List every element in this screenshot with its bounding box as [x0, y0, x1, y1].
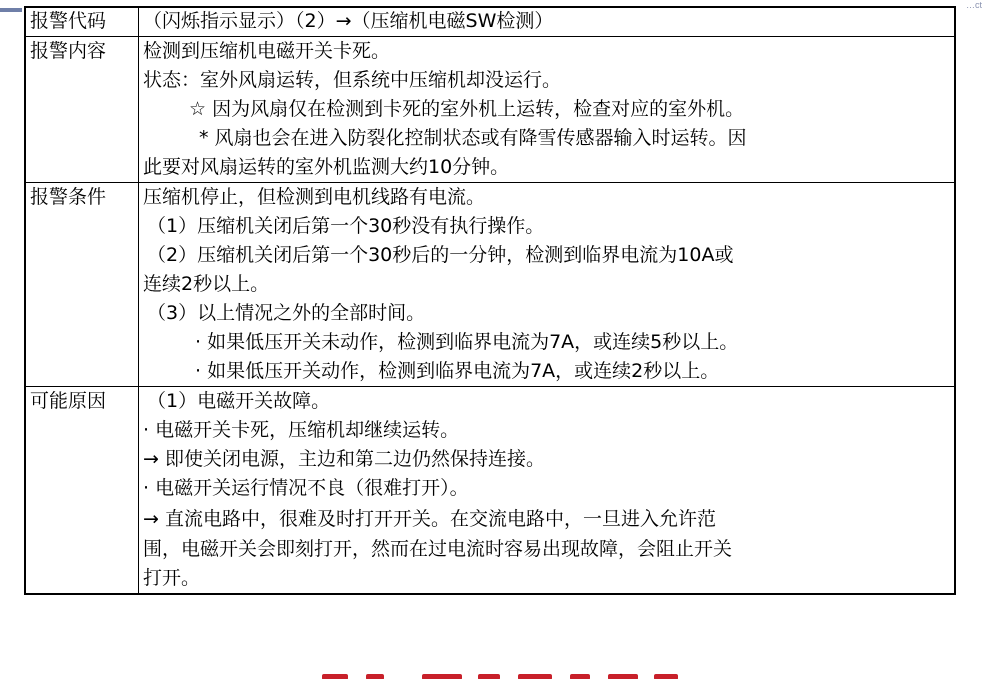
content-line: （3）以上情况之外的全部时间。 — [147, 302, 426, 324]
alarm-info-table — [24, 6, 956, 595]
content-line: 打开。 — [143, 567, 201, 589]
possible-cause-label: 可能原因 — [25, 387, 139, 595]
content-line: * 风扇也会在进入防裂化控制状态或有降雪传感器输入时运转。因 — [199, 127, 747, 149]
content-line: 围，电磁开关会即刻打开，然而在过电流时容易出现故障，会阻止开关 — [143, 538, 733, 560]
content-line: （闪烁指示显示）（2）→（压缩机电磁SW检测） — [143, 10, 554, 32]
content-line: 连续2秒以上。 — [143, 273, 270, 295]
bottom-red-decoration — [318, 672, 698, 679]
slide-accent-bar — [0, 8, 22, 12]
content-line: （2）压缩机关闭后第一个30秒后的一分钟，检测到临界电流为10A或 — [147, 244, 734, 266]
content-line: 压缩机停止，但检测到电机线路有电流。 — [143, 186, 486, 208]
corner-logo-text: …ct — [965, 0, 982, 10]
alarm-code-label: 报警代码 — [25, 7, 139, 37]
content-line: （1）压缩机关闭后第一个30秒没有执行操作。 — [147, 215, 545, 237]
possible-cause-content — [139, 387, 956, 595]
content-line: 检测到压缩机电磁开关卡死。 — [143, 40, 391, 62]
content-line: → 直流电路中，很难及时打开开关。在交流电路中，一旦进入允许范 — [143, 508, 716, 530]
table-row — [25, 183, 955, 387]
content-line: （1）电磁开关故障。 — [147, 390, 331, 412]
content-line: 状态：室外风扇运转，但系统中压缩机却没运行。 — [143, 69, 562, 91]
alarm-condition-content — [139, 183, 956, 387]
content-line: · 如果低压开关未动作，检测到临界电流为7A，或连续5秒以上。 — [195, 331, 739, 353]
alarm-condition-label: 报警条件 — [25, 183, 139, 387]
content-line: → 即使关闭电源，主边和第二边仍然保持连接。 — [143, 448, 545, 470]
alarm-content-content — [139, 37, 956, 183]
alarm-code-content — [139, 7, 956, 37]
content-line: 此要对风扇运转的室外机监测大约10分钟。 — [143, 156, 510, 178]
content-line: · 电磁开关卡死，压缩机却继续运转。 — [143, 419, 460, 441]
content-line: · 如果低压开关动作，检测到临界电流为7A，或连续2秒以上。 — [195, 360, 720, 382]
content-line: · 电磁开关运行情况不良（很难打开）。 — [143, 477, 469, 499]
table-row — [25, 387, 955, 595]
table-row — [25, 7, 955, 37]
alarm-content-label: 报警内容 — [25, 37, 139, 183]
content-line: ☆ 因为风扇仅在检测到卡死的室外机上运转，检查对应的室外机。 — [189, 98, 745, 120]
table-row — [25, 37, 955, 183]
